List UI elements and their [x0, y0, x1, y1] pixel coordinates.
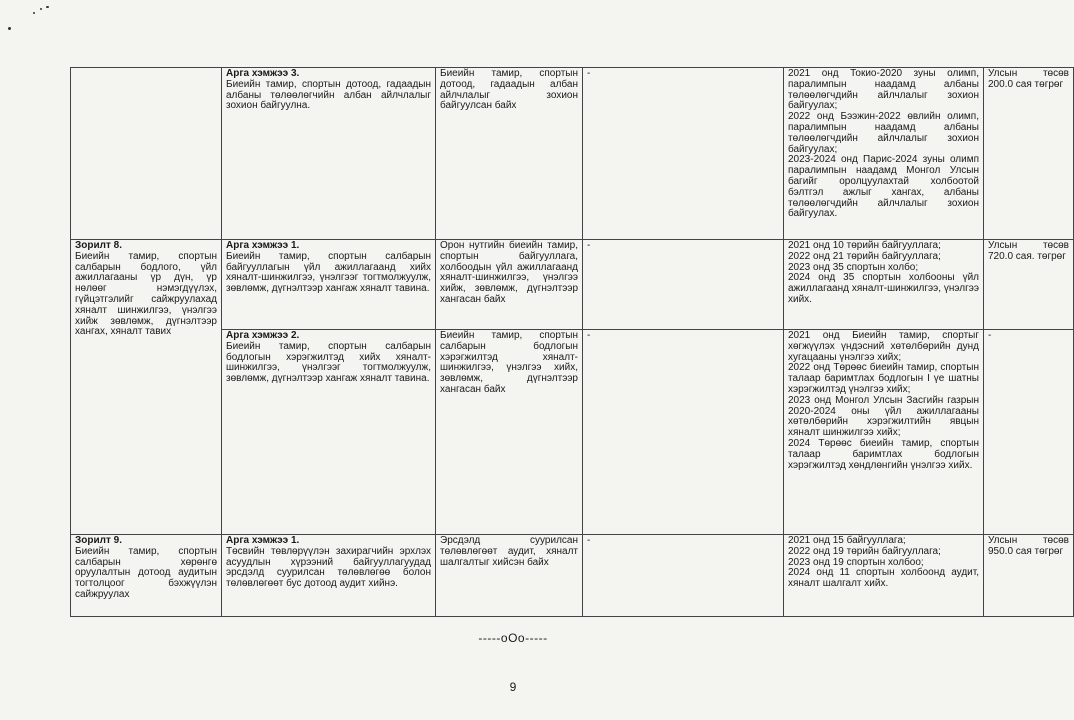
target-line: 2022 онд Төрөөс биеийн тамир, спортын талаар баримтлах бодлогын I үе шатны хэрэгжилтэд үнэлгээ хийх; — [788, 362, 979, 395]
scan-speck — [33, 12, 35, 14]
measure-cell — [222, 68, 436, 240]
goal-text: Биеийн тамир, спортын салбарын хөрөнгө оруулалтын дотоод аудитын тогтолцоог бэхжүүлэн сайжруулах — [75, 545, 217, 600]
table-row — [71, 68, 1074, 240]
baseline-cell: - — [583, 535, 784, 617]
table-row — [71, 535, 1074, 617]
result-cell: Биеийн тамир, спортын дотоод, гадаадын албан айлчлалыг зохион байгуулсан байх — [436, 68, 583, 240]
target-line: 2021 онд Биеийн тамир, спортыг хөгжүүлэх үндэсний хөтөлбөрийн дунд хугацааны үнэлгээ хийх; — [788, 330, 979, 363]
measure-cell — [222, 240, 436, 330]
result-cell: Эрсдэлд суурилсан төлөвлөгөөт аудит, хяналт шалгалтыг хийсэн байх — [436, 535, 583, 617]
baseline-cell: - — [583, 330, 784, 535]
baseline-cell: - — [583, 240, 784, 330]
targets-cell — [784, 535, 984, 617]
end-of-section-mark: -----oOo----- — [478, 631, 548, 645]
budget-cell: Улсын төсөв 720.0 сая. төгрөг — [984, 240, 1074, 330]
target-line: 2021 онд 15 байгууллага; — [788, 535, 906, 546]
goal-title: Зорилт 8. — [75, 240, 122, 251]
scan-speck — [8, 27, 11, 30]
target-line: 2024 Төрөөс биеийн тамир, спортын талаар баримтлах бодлогын хэрэгжилтэд хөндлөнгийн үнэлгээ хийх. — [788, 437, 979, 471]
result-cell: Биеийн тамир, спортын салбарын бодлогын хэрэгжилтэд хяналт-шинжилгээ, үнэлгээ хийх, зөвлөмж, дүгнэлтээр хангасан байх — [436, 330, 583, 535]
targets-cell — [784, 330, 984, 535]
measure-title: Арга хэмжээ 1. — [226, 240, 300, 251]
goal-title: Зорилт 9. — [75, 535, 122, 546]
targets-cell — [784, 68, 984, 240]
table-row — [71, 240, 1074, 330]
measure-text: Биеийн тамир, спортын дотоод, гадаадын албаны төлөөлөгчийн албан айлчлалыг зохион байгуулна. — [226, 78, 431, 112]
target-line: 2022 онд 21 төрийн байгууллага; — [788, 250, 941, 262]
target-line: 2022 онд Бээжин-2022 өвлийн олимп, паралимпын наадамд албаны төлөөлөгчдийн айлчлалыг зохион байгуулах; — [788, 111, 979, 155]
goal-cell — [71, 535, 222, 617]
goal-text: Биеийн тамир, спортын салбарын бодлого, үйл ажиллагааны үр дүн, үр нөлөөг нэмэгдүүлэх, гүйцэтгэлийг сайжруулахад хяналт шинжилгээ, үнэлгээ хийж зөвлөмж, дүгнэлтээр хангах, хяналт тавих — [75, 250, 217, 338]
budget-cell: Улсын төсөв 200.0 сая төгрөг — [984, 68, 1074, 240]
target-line: 2024 онд 35 спортын холбооны үйл ажиллагаанд хяналт-шинжилгээ, үнэлгээ хийх. — [788, 272, 979, 305]
measure-text: Биеийн тамир, спортын салбарын бодлогын хэрэгжилтэд хийх хяналт-шинжилгээ, үнэлгээг тогтмолжуулж, зөвлөмж, дүгнэлтээр хангаж хяналт тавина. — [226, 340, 431, 385]
scan-speck — [40, 8, 42, 10]
action-plan-table — [70, 67, 1074, 617]
budget-cell: Улсын төсөв 950.0 сая төгрөг — [984, 535, 1074, 617]
scan-speck — [46, 6, 49, 8]
goal-cell — [71, 240, 222, 535]
measure-title: Арга хэмжээ 3. — [226, 68, 300, 79]
table-row — [71, 330, 1074, 535]
target-line: 2021 онд 10 төрийн байгууллага; — [788, 240, 941, 251]
measure-text: Төсвийн төвлөрүүлэн захирагчийн эрхлэх асуудлын хүрээний байгууллагуудад эрсдэлд суурилсан төлөвлөгөө болон төлөвлөгөөт бус дотоод аудит хийнэ. — [226, 545, 431, 590]
target-line: 2023-2024 онд Парис-2024 зуны олимп паралимпын наадамд Монгол Улсын багийг оролцуулахтай холбоотой бэлтгэл ажлыг хангах, албаны төлөөлөгчдийн айлчлалыг зохион байгуулах. — [788, 154, 979, 220]
target-line: 2024 онд 11 спортын холбоонд аудит, хяналт шалгалт хийх. — [788, 567, 979, 590]
measure-cell — [222, 330, 436, 535]
page-number: 9 — [509, 680, 517, 694]
target-line: 2023 онд Монгол Улсын Засгийн газрын 2020-2024 оны үйл ажиллагааны хөтөлбөрийн хэрэгжилтийн явцын хяналт шинжилгээ хийх; — [788, 394, 979, 439]
result-cell: Орон нутгийн биеийн тамир, спортын байгууллага, холбоодын үйл ажиллагаанд хяналт-шинжилгээ, үнэлгээ хийж, зөвлөмж, дүгнэлтээр хангасан байх — [436, 240, 583, 330]
target-line: 2021 онд Токио-2020 зуны олимп, паралимпын наадамд албаны төлөөлөгчдийн айлчлалыг зохион байгуулах; — [788, 68, 979, 112]
targets-cell — [784, 240, 984, 330]
measure-text: Биеийн тамир, спортын салбарын байгууллагын үйл ажиллагаанд хийх хяналт-шинжилгээ, үнэлгээг тогтмолжуулж, зөвлөмж, дүгнэлтээр хангаж хяналт тавина. — [226, 250, 431, 295]
baseline-cell: - — [583, 68, 784, 240]
goal-cell — [71, 68, 222, 240]
budget-cell: - — [984, 330, 1074, 535]
target-line: 2023 онд 19 спортын холбоо; — [788, 556, 924, 568]
target-line: 2022 онд 19 төрийн байгууллага; — [788, 545, 941, 557]
measure-cell — [222, 535, 436, 617]
target-line: 2023 онд 35 спортын холбо; — [788, 261, 919, 273]
measure-title: Арга хэмжээ 2. — [226, 330, 300, 341]
measure-title: Арга хэмжээ 1. — [226, 535, 300, 546]
